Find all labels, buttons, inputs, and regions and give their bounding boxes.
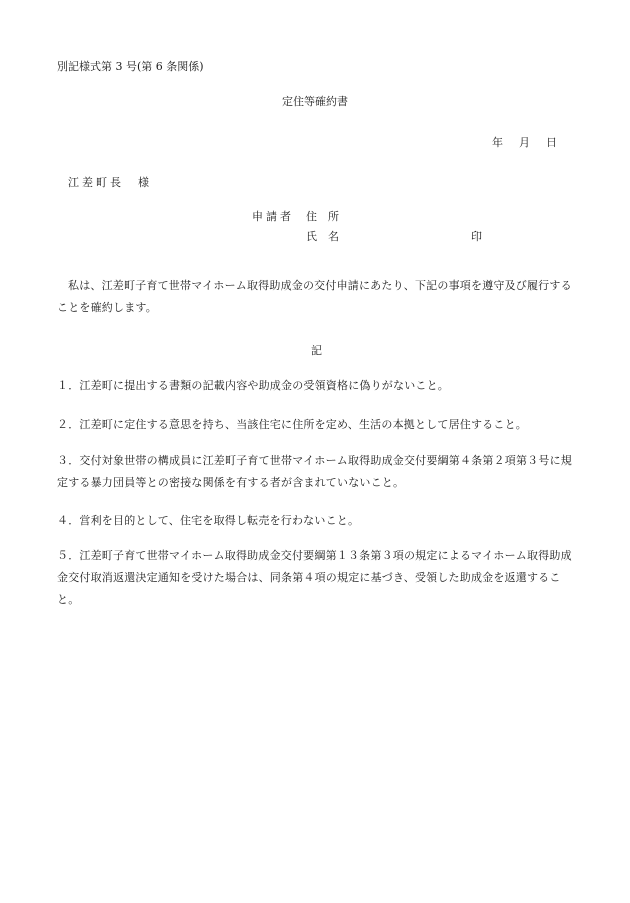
date-month: 月: [519, 136, 530, 149]
list-item: [57, 414, 577, 436]
document-title: 定住等確約書: [282, 95, 348, 108]
date-day: 日: [546, 136, 557, 149]
addressee: 江差町長 様: [68, 176, 152, 189]
ki-heading: 記: [311, 344, 322, 357]
item-number: ３．: [57, 454, 80, 467]
intro-paragraph: 私は、江差町子育て世帯マイホーム取得助成金の交付申請にあたり、下記の事項を遵守及び履行することを確約します。: [57, 279, 572, 314]
seal-mark: 印: [471, 230, 482, 243]
item-text: 営利を目的として、住宅を取得し転売を行わないこと。: [79, 514, 360, 527]
item-number: ５．: [57, 549, 80, 562]
item-text: 江差町子育て世帯マイホーム取得助成金交付要綱第１３条第３項の規定によるマイホーム取得助成金交付取消返還決定通知を受けた場合は、同条第４項の規定に基づき、受領した助成金を返還すること。: [57, 549, 572, 606]
item-number: ２．: [57, 418, 80, 431]
item-number: ４．: [57, 514, 80, 527]
item-text: 江差町に定住する意思を持ち、当該住宅に住所を定め、生活の本拠として居住すること。: [79, 418, 527, 431]
list-item: [57, 545, 577, 611]
form-label: 別記様式第 3 号(第 6 条関係): [57, 60, 204, 73]
list-item: [57, 510, 577, 532]
item-text: 江差町に提出する書類の記載内容や助成金の受領資格に偽りがないこと。: [79, 379, 450, 392]
address-label: 住 所: [306, 210, 339, 223]
list-item: [57, 375, 577, 397]
item-number: １．: [57, 379, 80, 392]
item-text: 交付対象世帯の構成員に江差町子育て世帯マイホーム取得助成金交付要綱第４条第２項第３号に規定する暴力団員等との密接な関係を有する者が含まれていないこと。: [57, 454, 572, 489]
name-label: 氏 名: [306, 230, 339, 243]
list-item: [57, 450, 577, 494]
applicant-heading: 申請者: [252, 210, 294, 223]
date-year: 年: [492, 136, 503, 149]
